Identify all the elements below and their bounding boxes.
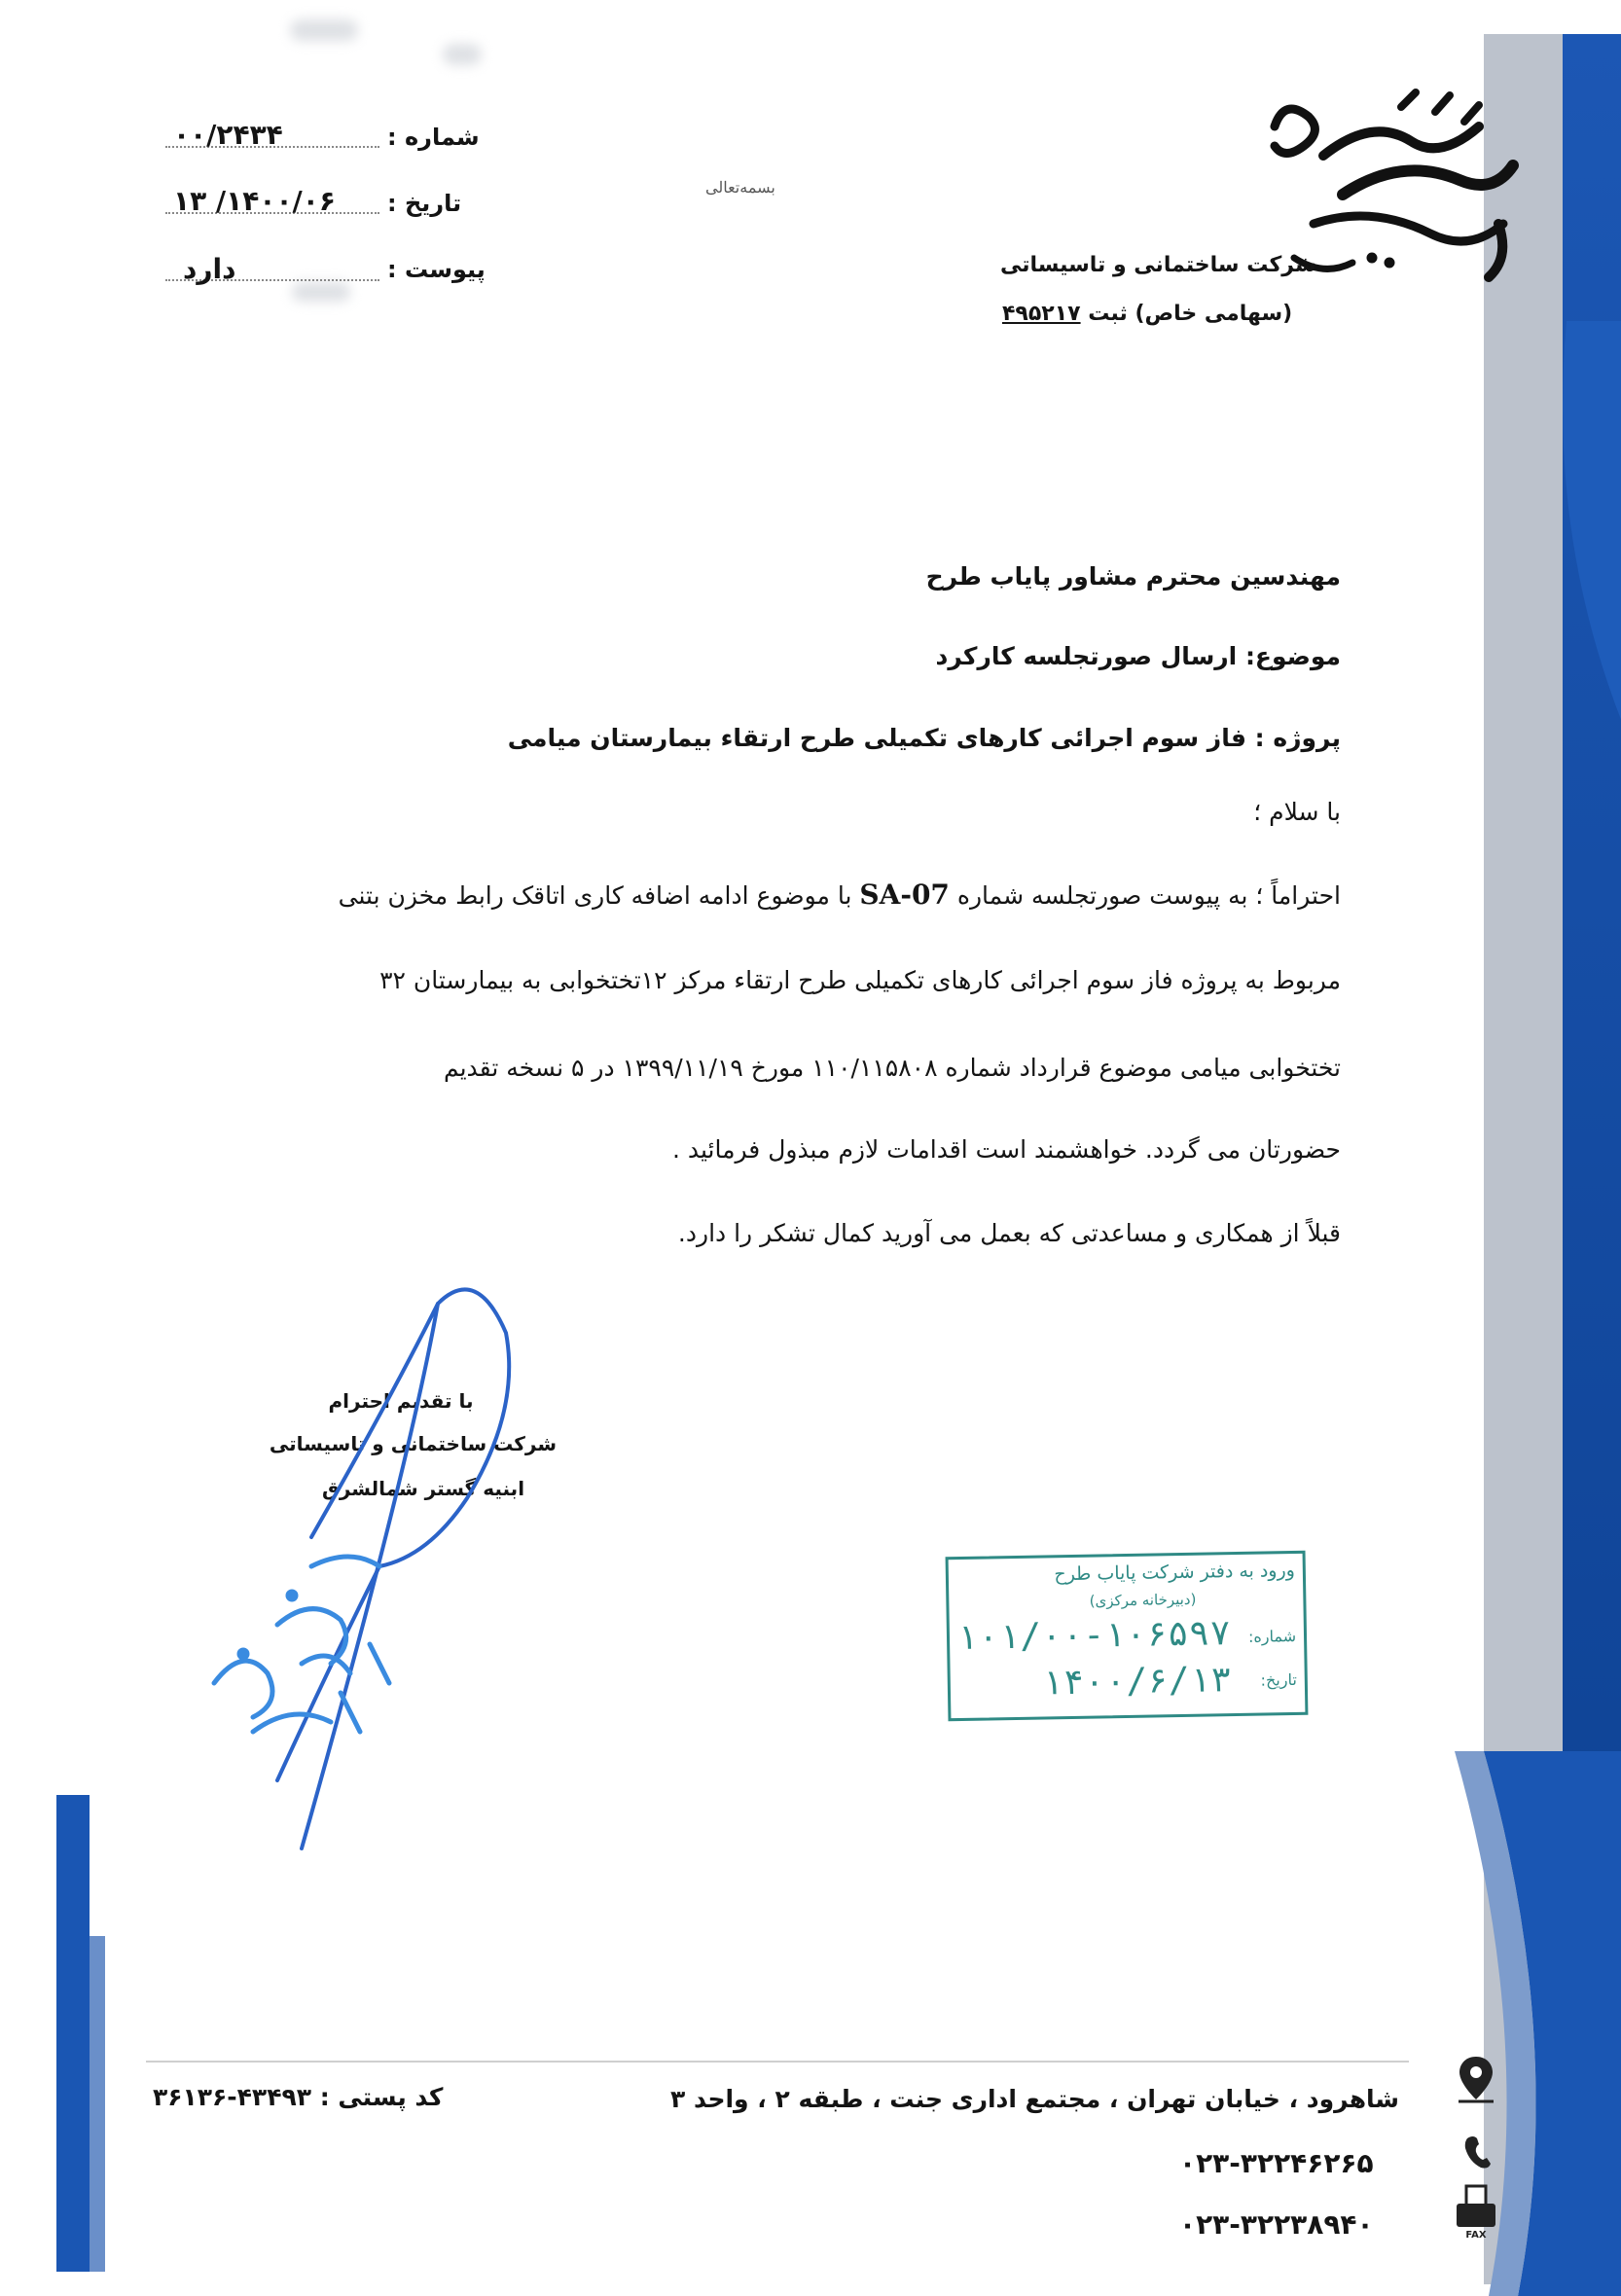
registration-line bbox=[1002, 302, 1292, 326]
number-label: شماره : bbox=[387, 124, 480, 151]
closing-line-2: شرکت ساختمانی و تاسیساتی bbox=[269, 1432, 557, 1455]
postal-label: کد پستی : bbox=[319, 2083, 444, 2111]
stamp-number-label: شماره: bbox=[1247, 1626, 1297, 1646]
postal-code: ۳۶۱۳۶-۴۳۴۹۳ bbox=[153, 2083, 311, 2111]
stamp-number-value: ۱۰۱/۰۰-۱۰۶۵۹۷ bbox=[955, 1613, 1232, 1659]
stamp-subtitle: (دبیرخانه مرکزی) bbox=[1089, 1590, 1197, 1610]
number-value: ۰۰/۲۴۳۴ bbox=[173, 119, 283, 151]
closing-line-1: با تقدیم احترام bbox=[328, 1389, 474, 1413]
recipient: مهندسین محترم مشاور پایاب طرح bbox=[925, 562, 1341, 591]
company-seal-and-signature bbox=[185, 1274, 535, 1858]
letterhead-swoosh-top bbox=[1411, 321, 1621, 730]
subject: موضوع: ارسال صورتجلسه کارکرد bbox=[935, 642, 1341, 670]
letterhead-left-stripe-light bbox=[90, 1936, 105, 2272]
closing-line-3: ابنیه گستر شمالشرق bbox=[321, 1477, 525, 1500]
bismillah: بسمه‌تعالی bbox=[705, 178, 775, 197]
footer-postal bbox=[153, 2083, 443, 2111]
date-value: ۱۴۰۰/۰۶/ ۱۳ bbox=[173, 185, 336, 217]
stamp-date-value: ۱۴۰۰/۶/۱۳ bbox=[1041, 1660, 1233, 1704]
receipt-stamp bbox=[946, 1551, 1309, 1721]
footer-phone: ۰۲۳-۳۲۲۴۶۲۶۵ bbox=[1179, 2147, 1374, 2179]
body-line-1-a: احتراماً ؛ به پیوست صورتجلسه شماره bbox=[956, 881, 1341, 910]
body-line-5: قبلاً از همکاری و مساعدتی که بعمل می آورید کمال تشکر را دارد. bbox=[677, 1219, 1341, 1247]
footer-address: شاهرود ، خیابان تهران ، مجتمع اداری جنت ، طبقه ۲ ، واحد ۳ bbox=[670, 2085, 1399, 2113]
company-status: (سهامی خاص) bbox=[1135, 302, 1293, 326]
greeting: با سلام ؛ bbox=[1253, 798, 1341, 826]
attachment-value: دارد bbox=[183, 253, 236, 285]
footer-divider bbox=[146, 2061, 1409, 2063]
body-line-3: تختخوابی میامی موضوع قرارداد شماره ۱۱۰/۱۱۵۸۰۸ مورخ ۱۳۹۹/۱۱/۱۹ در ۵ نسخه تقدیم bbox=[443, 1054, 1341, 1082]
letterhead-left-stripe bbox=[56, 1795, 90, 2272]
minutes-code: SA-07 bbox=[859, 879, 950, 911]
fax-icon-label: FAX bbox=[1465, 2230, 1487, 2241]
stamp-title: ورود به دفتر شرکت پایاب طرح bbox=[1054, 1559, 1296, 1586]
body-line-4: حضورتان می گردد. خواهشمند است اقدامات لازم مبذول فرمائید . bbox=[671, 1135, 1341, 1164]
registration-number: ۴۹۵۲۱۷ bbox=[1002, 302, 1081, 326]
stamp-date-label: تاریخ: bbox=[1260, 1669, 1297, 1690]
fax-icon bbox=[1453, 2184, 1499, 2241]
footer-fax: ۰۲۳-۳۲۲۳۸۹۴۰ bbox=[1179, 2208, 1374, 2241]
body-line-1 bbox=[339, 876, 1341, 915]
body-line-2: مربوط به پروژه فاز سوم اجرائی کارهای تکمیلی طرح ارتقاء مرکز ۱۲تختخوابی به بیمارستان ۳۲ bbox=[379, 966, 1341, 994]
phone-icon bbox=[1459, 2133, 1493, 2171]
body-line-1-b: با موضوع ادامه اضافه کاری اتاقک رابط مخزن بتنی bbox=[338, 881, 852, 910]
attachment-label: پیوست : bbox=[387, 256, 486, 283]
date-label: تاریخ : bbox=[387, 190, 462, 217]
registration-label: ثبت bbox=[1088, 302, 1128, 326]
letterhead-swoosh bbox=[1411, 1751, 1621, 2296]
company-type: شرکت ساختمانی و تاسیساتی bbox=[1000, 253, 1316, 277]
location-pin-icon bbox=[1455, 2055, 1497, 2105]
project: پروژه : فاز سوم اجرائی کارهای تکمیلی طرح ارتقاء بیمارستان میامی bbox=[507, 724, 1341, 752]
